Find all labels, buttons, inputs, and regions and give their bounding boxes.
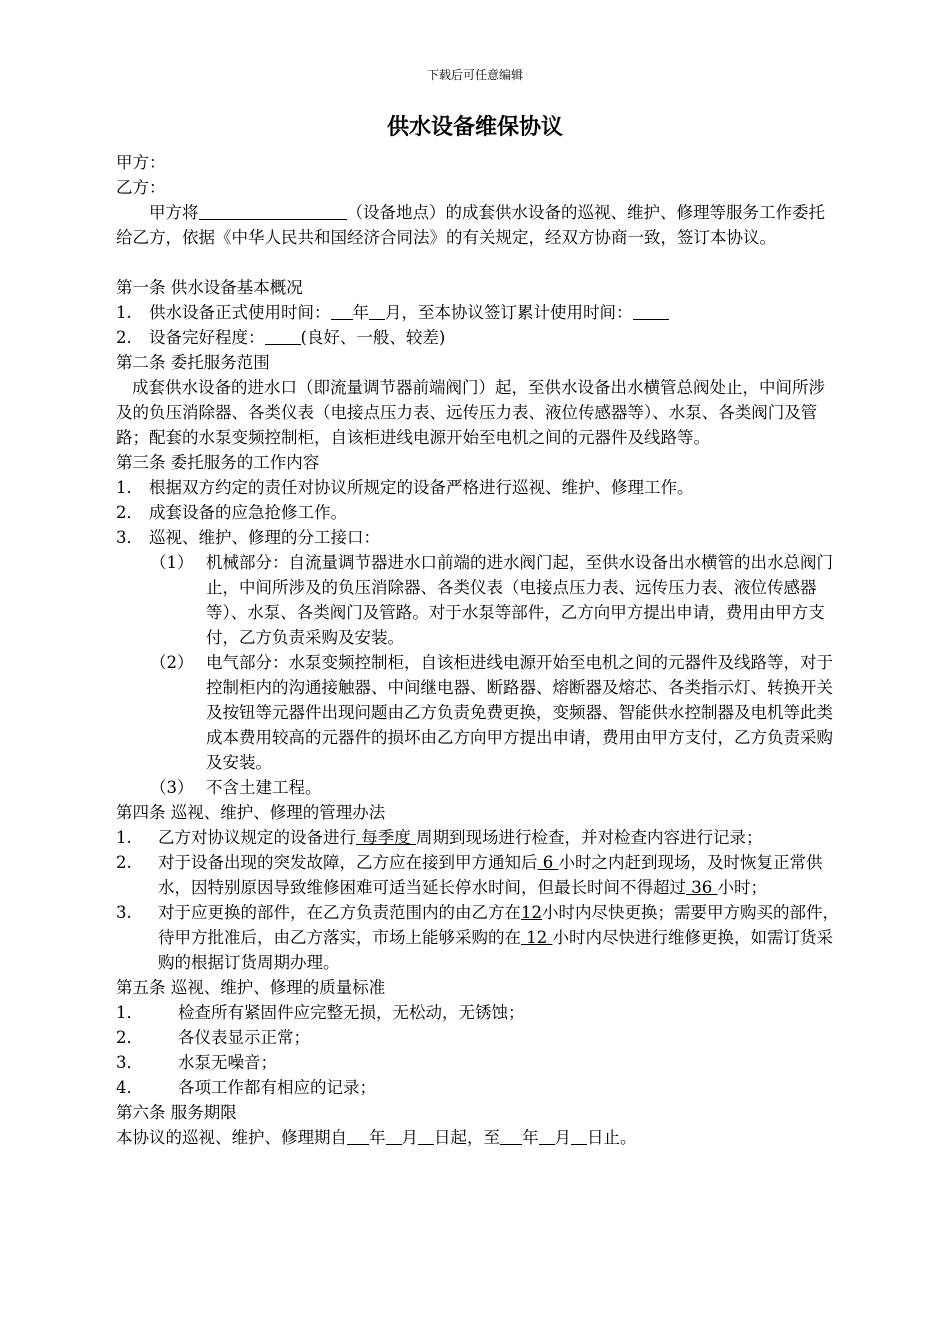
item-text: 水泵无噪音； [178,1053,277,1072]
item-number: 1. [116,828,132,847]
item-text: 巡视、维护、修理的分工接口： [149,528,380,547]
location-blank [199,201,347,220]
item-text [149,300,841,325]
year-blank [331,301,353,320]
end-year-blank [500,1126,522,1145]
term-text-e: 年 [522,1128,539,1147]
article-4-item-2 [116,850,841,900]
month-blank [369,301,385,320]
replace-hours-value: 12 [521,903,542,922]
end-month-blank [539,1126,555,1145]
article-1-item-2 [116,325,841,350]
article-5-heading: 第五条 巡视、维护、修理的质量标准 [116,978,386,997]
item-text-a: 对于设备出现的突发故障，乙方应在接到甲方通知后 [158,853,538,872]
item-text-b: 周期到现场进行检查，并对检查内容进行记录； [416,828,763,847]
item-text: 根据双方约定的责任对协议所规定的设备严格进行巡视、维护、修理工作。 [149,478,694,497]
frequency-value: 每季度 [356,828,416,847]
article-3-item-1 [116,475,841,500]
article-6-heading: 第六条 服务期限 [116,1103,237,1122]
item-text: 各仪表显示正常； [178,1028,310,1047]
term-text-d: 日起，至 [434,1128,500,1147]
item-text [158,825,841,850]
spacer [116,250,841,275]
item-number: 2. [116,328,132,347]
condition-blank [265,326,301,345]
article-6-body [116,1125,841,1150]
item-text-a: 对于应更换的部件，在乙方负责范围内的由乙方在 [158,903,521,922]
article-5-item-3 [116,1050,841,1075]
article-3-sub-2 [116,650,841,775]
article-5-item-4 [116,1075,841,1100]
item-number: 4． [116,1078,143,1097]
article-3-heading: 第三条 委托服务的工作内容 [116,453,320,472]
end-day-blank [571,1126,587,1145]
item-text: 各项工作都有相应的记录； [178,1078,376,1097]
article-3-sub-3 [116,775,841,800]
document-title: 供水设备维保协议 [386,114,563,140]
sub-item-text: 不含土建工程。 [206,778,322,797]
article-4-item-1 [116,825,841,850]
article-2-heading: 第二条 委托服务范围 [116,353,270,372]
item-number: 1． [116,478,143,497]
item-text-b: 小时之内赶到现场，及时恢复正常供水，因特别原因导致维修困难可适当延长停水时间，但最长时间不得超过 [158,853,823,897]
item-text-c: 小时内尽快进行维修更换，如需订货采购的根据订货周期办理。 [158,928,833,972]
sub-item-text: 机械部分：自流量调节器进水口前端的进水阀门起，至供水设备出水横管的出水总阀门止，中间所涉及的负压消除器、各类仪表（电接点压力表、远传压力表、液位传感器等）、水泵、各类阀门及管路。对于水泵等部件，乙方向甲方提出申请，费用由甲方支付，乙方负责采购及安装。 [206,553,833,647]
article-2-body: 成套供水设备的进水口（即流量调节器前端阀门）起，至供水设备出水横管总阀处止，中间所涉及的负压消除器、各类仪表（电接点压力表、远传压力表、液位传感器等）、水泵、各类阀门及管路；配套的水泵变频控制柜，自该柜进线电源开始至电机之间的元器件及线路等。 [116,378,825,447]
term-text-c: 月 [401,1128,418,1147]
max-outage-hours-value: 36 [686,878,718,897]
item-text [158,900,841,975]
document-body [116,150,841,1150]
item-text-a: 供水设备正式使用时间： [149,303,331,322]
item-text-b: 小时内尽快更换；需要甲方购买的部件，待甲方批准后，由乙方落实，市场上能够采购的在 [158,903,839,947]
item-text: 成套设备的应急抢修工作。 [149,503,347,522]
item-text-a: 设备完好程度： [149,328,265,347]
article-4-item-3 [116,900,841,975]
start-day-blank [418,1126,434,1145]
item-text-c: 月，至本协议签订累计使用时间： [385,303,633,322]
article-1-heading: 第一条 供水设备基本概况 [116,278,303,297]
sub-item-text: 电气部分：水泵变频控制柜，自该柜进线电源开始至电机之间的元器件及线路等，对于控制柜内的沟通接触器、中间继电器、断路器、熔断器及熔芯、各类指示灯、转换开关及按钮等元器件出现问题由乙方负责免费更换，变频器、智能供水控制器及电机等此类成本费用较高的元器件的损坏由乙方向甲方提出申请，费用由甲方支付，乙方负责采购及安装。 [206,653,833,772]
item-number: 1. [116,303,132,322]
item-text-b: 年 [352,303,369,322]
item-text-a: 乙方对协议规定的设备进行 [158,828,356,847]
item-number: 2． [116,1028,143,1047]
response-hours-value: 6 [537,853,559,872]
sub-item-number: （2） [150,653,194,672]
term-text-a: 本协议的巡视、维护、修理期自 [116,1128,347,1147]
party-b: 乙方： [116,178,166,197]
item-number: 1． [116,1003,143,1022]
item-number: 2． [116,503,143,522]
article-3-sub-1 [116,550,841,650]
item-number: 2. [116,853,132,872]
sub-item-number: （3） [150,778,194,797]
item-number: 3. [116,903,132,922]
start-month-blank [386,1126,402,1145]
item-text-c: 小时； [717,878,767,897]
article-1-item-1 [116,300,841,325]
article-3-item-2 [116,500,841,525]
item-text [158,850,841,900]
sub-item-number: （1） [150,553,194,572]
start-year-blank [347,1126,369,1145]
article-3-item-3 [116,525,841,550]
article-5-item-2 [116,1025,841,1050]
item-text [149,325,841,350]
party-a: 甲方： [116,153,166,172]
intro-post: （设备地点）的成套供水设备的巡视、维护、修理等服务工作委托给乙方，依据《中华人民共和国经济合同法》的有关规定，经双方协商一致，签订本协议。 [116,203,825,247]
intro-paragraph [116,200,841,250]
term-text-b: 年 [369,1128,386,1147]
page-header: 下载后可任意编辑 [426,68,523,82]
term-text-f: 月 [554,1128,571,1147]
duration-blank [633,301,669,320]
purchase-hours-value: 12 [521,928,553,947]
term-text-g: 日止。 [587,1128,637,1147]
item-text-b: (良好、一般、较差) [300,328,446,347]
article-4-heading: 第四条 巡视、维护、修理的管理办法 [116,803,386,822]
item-number: 3． [116,1053,143,1072]
item-text: 检查所有紧固件应完整无损，无松动，无锈蚀； [178,1003,525,1022]
article-5-item-1 [116,1000,841,1025]
intro-pre: 甲方将 [149,203,199,222]
item-number: 3． [116,528,143,547]
